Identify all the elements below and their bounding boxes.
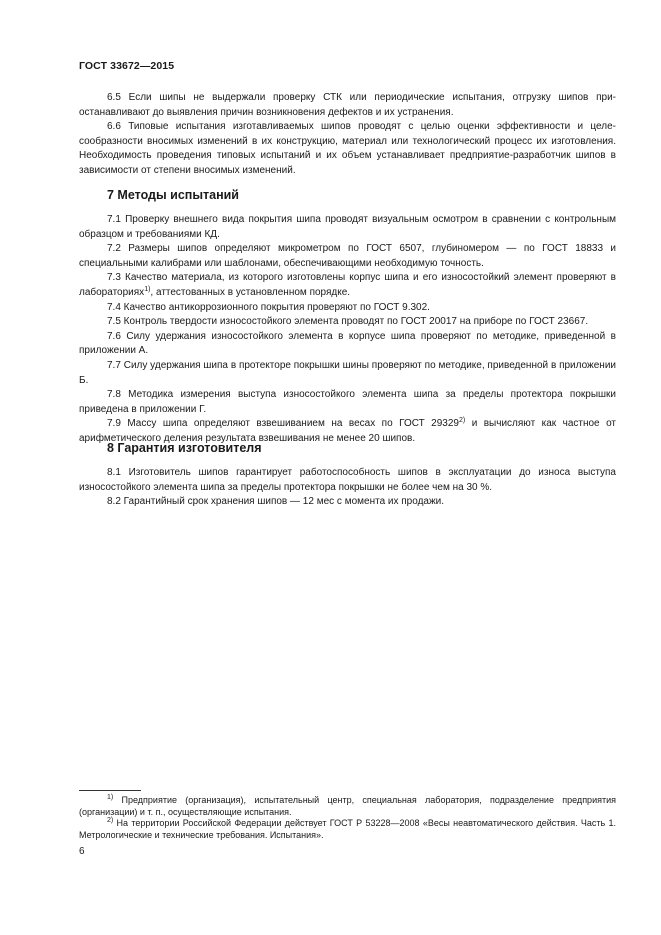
section-7-body: [79, 213, 616, 447]
paragraph-7-9-text-end: и вычисляют как частное от арифметического деления результата взвешивания не менее 20 шипов.: [79, 418, 616, 444]
page-number: 6: [79, 846, 85, 857]
paragraph-7-4: 7.4 Качество антикоррозионного покрытия проверяют по ГОСТ 9.302.: [107, 301, 430, 313]
paragraph-7-3: [79, 271, 616, 300]
footnote-2-text: На территории Российской Федерации действует ГОСТ Р 53228—2008 «Весы неавтоматического действия. Часть 1. Метрологические и технические требования. Испытания».: [79, 818, 616, 841]
section-6-tail: [79, 91, 616, 179]
footnote-2: [79, 817, 616, 841]
paragraph-7-3-text-end: , аттестованных в установленном порядке.: [150, 286, 351, 298]
section-7-heading: 7 Методы испытаний: [107, 188, 239, 202]
paragraph-6-6: 6.6 Типовые испытания изготавливаемых шипов проводят с целью оценки эффективности и целесообразности вносимых изменений в их конструкцию, материал или технологический процесс их изготовления. Необходимость проведения типовых испытаний и их объем устанавливает предприятие-разработчик шипов в зависимости от степени вносимых изменений.: [79, 121, 616, 176]
footnote-1: [79, 794, 616, 818]
paragraph-7-2: 7.2 Размеры шипов определяют микрометром по ГОСТ 6507, глубиномером — по ГОСТ 18833 и специальными калибрами или шаблонами, обеспечивающими необходимую точность.: [79, 243, 616, 269]
document-code-header: ГОСТ 33672—2015: [79, 60, 175, 72]
section-8-heading: 8 Гарантия изготовителя: [107, 441, 262, 455]
paragraph-7-5: 7.5 Контроль твердости износостойкого элемента проводят по ГОСТ 20017 на приборе по ГОСТ 23667.: [107, 316, 589, 328]
paragraph-7-7: 7.7 Силу удержания шипа в протекторе покрышки шины проверяют по методике, приведенной в приложении Б.: [79, 359, 616, 386]
paragraph-8-1: 8.1 Изготовитель шипов гарантирует работоспособность шипов в эксплуатации до износа выступа износостойкого элемента шипа за пределы протектора покрышки не более чем на 30 %.: [79, 467, 616, 493]
paragraph-7-6: 7.6 Силу удержания износостойкого элемента в корпусе шипа проверяют по методике, приведенной в приложении А.: [79, 330, 616, 357]
footnote-divider: [79, 790, 141, 791]
footnote-1-text: Предприятие (организация), испытательный центр, специальная лаборатория, подразделение предприятия (организации) и т. п., осуществляющие испытания.: [79, 795, 616, 818]
paragraph-8-2: 8.2 Гарантийный срок хранения шипов — 12 мес с момента их продажи.: [107, 496, 445, 508]
footnote-1-mark: 1): [107, 794, 114, 801]
paragraph-7-9-text: 7.9 Массу шипа определяют взвешиванием на весах по ГОСТ 29329: [107, 418, 459, 430]
paragraph-7-8: 7.8 Методика измерения выступа износостойкого элемента шипа за пределы протектора покрышки приведена в приложении Г.: [79, 389, 616, 415]
footnote-2-mark: 2): [107, 817, 114, 824]
footnote-ref-2: 2): [459, 417, 466, 425]
section-8-body: [79, 466, 616, 510]
paragraph-6-5: 6.5 Если шипы не выдержали проверку СТК или периодические испытания, отгрузку шипов приостанавливают до выявления причин возникновения дефектов и их устранения.: [79, 92, 616, 118]
paragraph-7-1: 7.1 Проверку внешнего вида покрытия шипа проводят визуальным осмотром в сравнении с контрольным образцом и требованиями КД.: [79, 214, 616, 240]
footnote-ref-1: 1): [144, 285, 151, 293]
paragraph-7-3-text: 7.3 Качество материала, из которого изготовлены корпус шипа и его износостойкий элемент проверяют в лабораториях: [79, 272, 616, 298]
